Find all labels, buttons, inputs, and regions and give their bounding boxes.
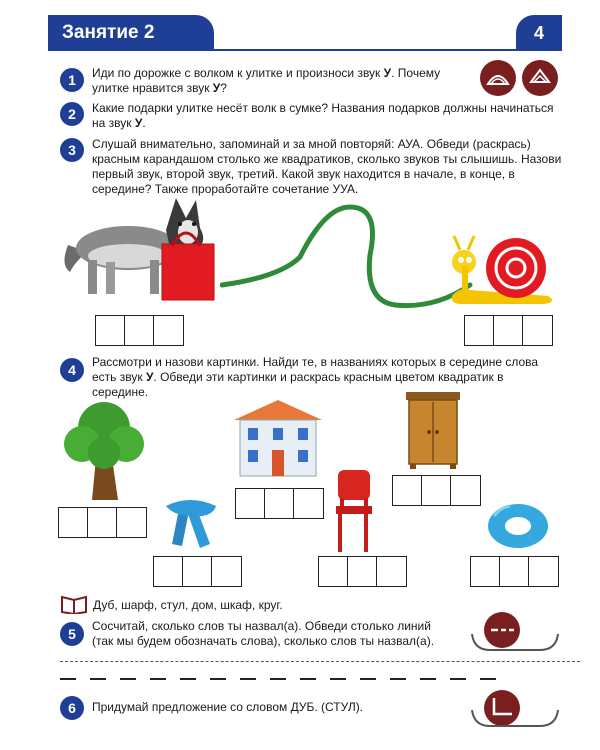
task-4-part: Рассмотри и назови картинки. Найди те, в названиях которых в середине слова есть звук: [92, 355, 539, 384]
task-2-text: [92, 101, 562, 131]
wolf-illustration: [58, 190, 228, 302]
bracket-6: [470, 708, 560, 730]
house-picture: [232, 398, 324, 478]
word-list: Дуб, шарф, стул, дом, шкаф, круг.: [93, 598, 283, 612]
page-number: 4: [516, 15, 562, 51]
task-number-2: 2: [60, 102, 84, 126]
scarf-picture: [160, 492, 222, 552]
wardrobe-picture: [404, 390, 462, 470]
chair-picture: [332, 468, 374, 554]
task-1-sound: У: [383, 66, 392, 80]
sound-boxes-house[interactable]: [235, 488, 324, 519]
task-1-part: . Почему улитке нравится звук: [92, 66, 441, 95]
book-icon: [60, 594, 88, 614]
task-number-3: 3: [60, 138, 84, 162]
path-to-snail: [220, 195, 475, 315]
sound-boxes-snail[interactable]: [464, 315, 553, 346]
mouth-symbol-icon: [480, 60, 516, 96]
bracket-5: [470, 632, 560, 654]
task-2-part: .: [142, 116, 146, 130]
task-number-5: 5: [60, 622, 84, 646]
sound-boxes-ring[interactable]: [470, 556, 559, 587]
task-1-part: ?: [220, 81, 227, 95]
task-number-4: 4: [60, 358, 84, 382]
sound-boxes-wolf[interactable]: [95, 315, 184, 346]
task-number-1: 1: [60, 68, 84, 92]
task-1-sound: У: [212, 81, 221, 95]
task-3-text: Слушай внимательно, запоминай и за мной повторяй: АУА. Обведи (раскрась) красным карандашом столько же квадратиков, сколько звуков ты слышишь. Назови первый звук, второй звук, третий. Какой звук находится в начале, в конце, в середине? Также проработайте сочетание УУА.: [92, 137, 562, 196]
task-1-text: [92, 66, 472, 96]
task-1-part: Иди по дорожке с волком к улитке и произноси звук: [92, 66, 384, 80]
lesson-title: Занятие 2: [62, 22, 155, 43]
task-2-part: Какие подарки улитке несёт волк в сумке? Названия подарков должны начинаться на звук: [92, 101, 554, 130]
sound-boxes-wardrobe[interactable]: [392, 475, 481, 506]
oak-tree-picture: [62, 398, 147, 503]
task-6-text: Придумай предложение со словом ДУБ. (СТУЛ).: [92, 700, 364, 714]
lips-symbol-icon: [522, 60, 558, 96]
words-dash-line: [60, 676, 500, 682]
task-2-sound: У: [134, 116, 143, 130]
dashed-separator: [60, 661, 580, 662]
swim-ring-picture: [484, 500, 552, 552]
sound-boxes-oak[interactable]: [58, 507, 147, 538]
task-4-sound: У: [145, 370, 154, 384]
snail-illustration: [448, 230, 560, 308]
task-5-text: Сосчитай, сколько слов ты назвал(а). Обведи столько линий (так мы будем обозначать слова), сколько слов ты назвал(а).: [92, 619, 435, 648]
task-number-6: 6: [60, 696, 84, 720]
sound-boxes-scarf[interactable]: [153, 556, 242, 587]
sound-boxes-chair[interactable]: [318, 556, 407, 587]
task-4-text: [92, 355, 562, 400]
task-4-part: . Обведи эти картинки и раскрась красным цветом квадратик в середине.: [92, 370, 504, 399]
header-rule: [210, 49, 532, 51]
